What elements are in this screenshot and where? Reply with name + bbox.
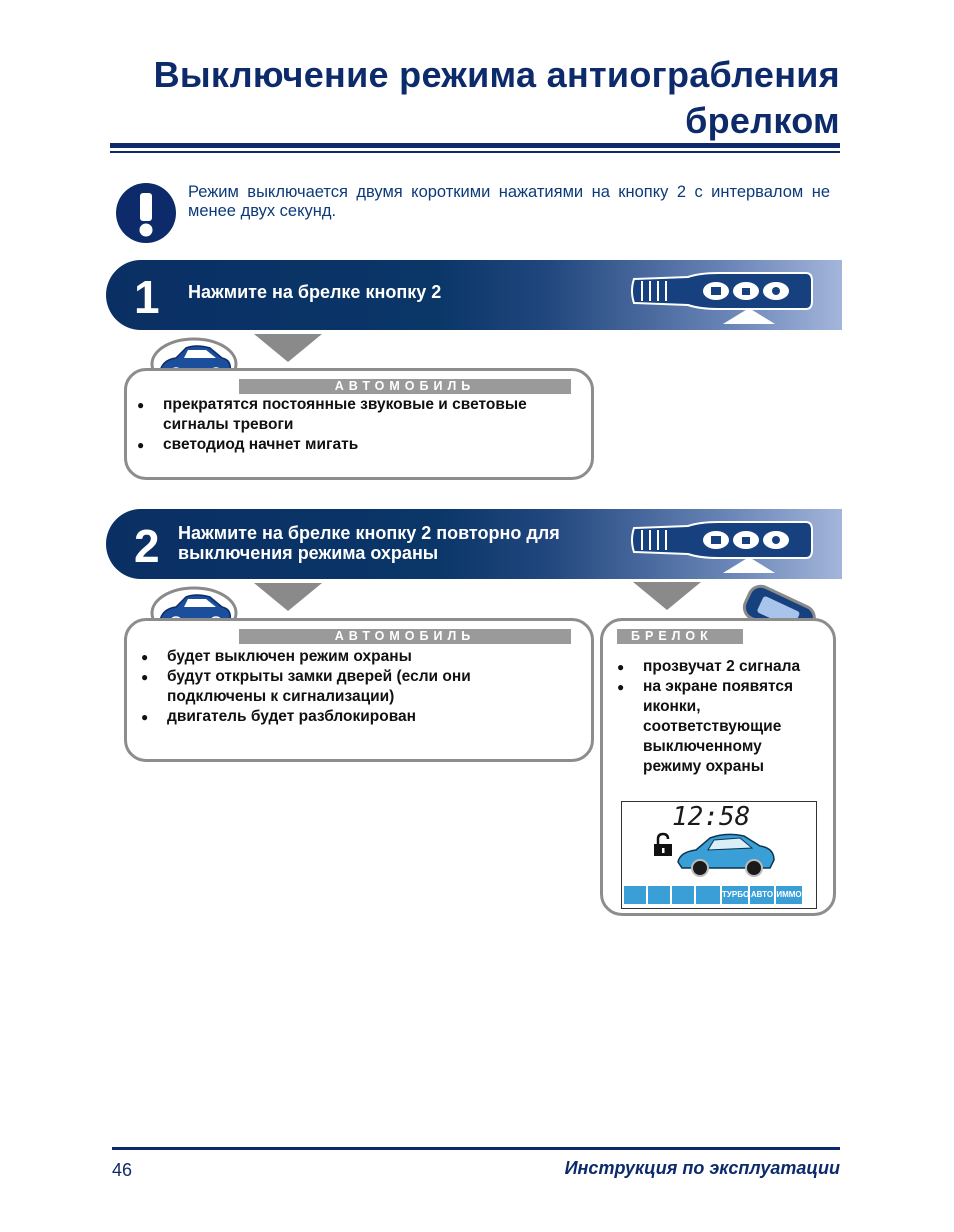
fob-list [613,657,823,777]
fob-panel-label: БРЕЛОК [617,629,743,644]
page-title [80,52,840,144]
step2-panel-label: АВТОМОБИЛЬ [239,629,571,644]
lcd-icon-auto: АВТО [750,886,774,904]
keyfob-remote-icon [628,520,814,565]
step1-instruction: Нажмите на брелке кнопку 2 [188,282,442,302]
page-number: 46 [112,1160,133,1180]
lcd-car-icon [674,828,778,883]
step1-car-panel [124,368,594,480]
lcd-icon-bar [624,886,814,904]
step2-car-arrow [254,583,322,611]
fan-icon [672,886,694,904]
lcd-time: 12:58 [672,802,751,832]
button-pointer [723,308,775,324]
list-item: ● на экране появятся иконки, соответствующие выключенному режиму охраны [613,677,823,777]
footer-rule [112,1147,840,1150]
lcd-icon-turbo: ТУРБО [722,886,748,904]
step2-list [137,647,567,727]
list-item: ● будет выключен режим охраны [137,647,567,667]
step1-arrow [254,334,322,362]
list-item: ● прозвучат 2 сигнала [613,657,823,677]
list-item: ● прекратятся постоянные звуковые и световые сигналы тревоги [133,395,563,435]
manual-title: Инструкция по эксплуатации [564,1158,840,1178]
step2-number: 2 [134,520,160,572]
step2-banner [106,509,842,579]
step1-list [133,395,563,455]
button-pointer [723,557,775,573]
page-title-line2: брелком [685,100,840,141]
note-text: Режим выключается двумя короткими нажатиями на кнопку 2 с интервалом не менее двух секунд. [188,183,830,220]
wrench-icon [696,886,720,904]
pistol-icon [624,886,646,904]
lock-icon [652,832,676,863]
step2-car-panel [124,618,594,762]
page-title-line1: Выключение режима антиограбления [153,54,840,95]
exclamation-icon [116,183,176,243]
title-rule [110,143,840,148]
step2-fob-arrow [633,582,701,610]
title-rule-thin [110,151,840,153]
list-item: ● будут открыты замки дверей (если они подключены к сигнализации) [137,667,567,707]
step1-number: 1 [134,271,160,323]
list-item: ● двигатель будет разблокирован [137,707,567,727]
keyfob-remote-icon [628,271,814,316]
fob-lcd-screen [621,801,817,909]
step2-instruction: Нажмите на брелке кнопку 2 повторно для выключения режима охраны [178,523,560,563]
step1-banner [106,260,842,330]
door-icon [648,886,670,904]
list-item: ● светодиод начнет мигать [133,435,563,455]
step2-fob-panel [600,618,836,916]
step1-panel-label: АВТОМОБИЛЬ [239,379,571,394]
lcd-icon-immo: ИММО [776,886,802,904]
